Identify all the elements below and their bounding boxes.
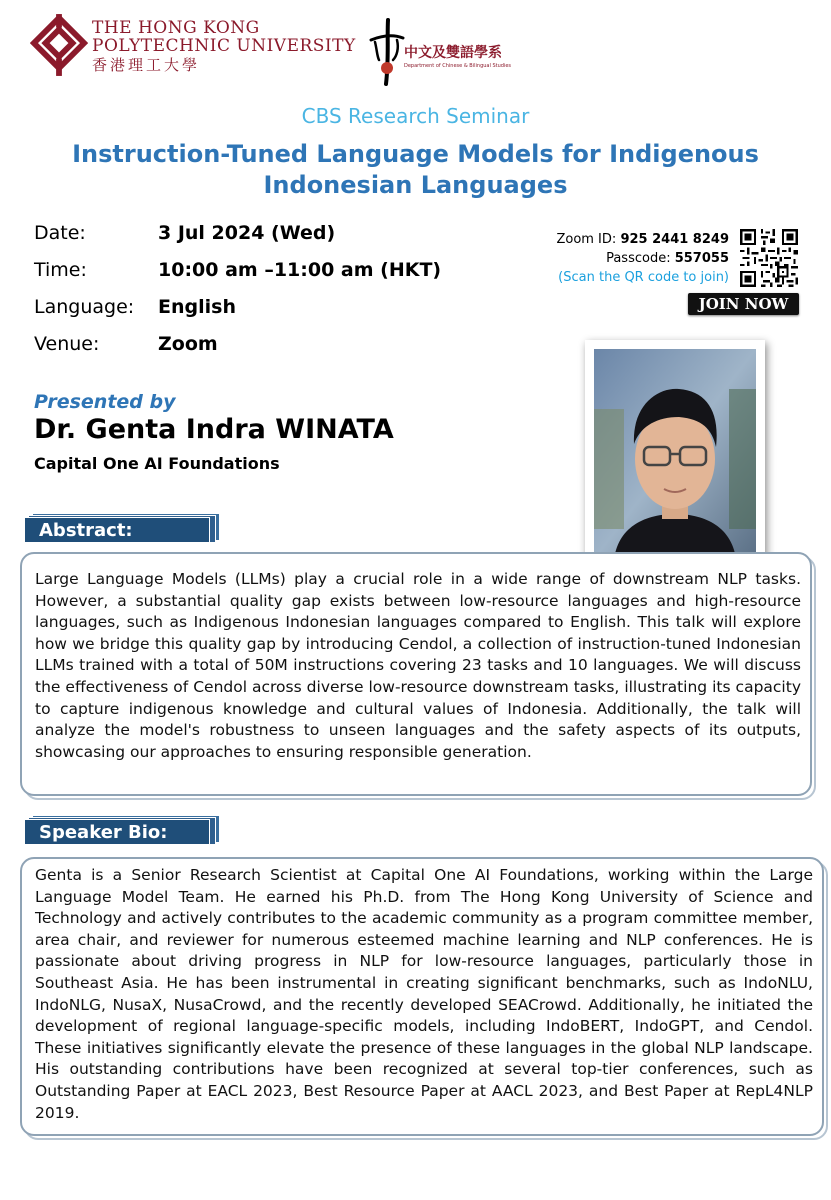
department-name-en: Department of Chinese & Bilingual Studies	[404, 63, 512, 69]
speaker-affiliation: Capital One AI Foundations	[34, 454, 280, 473]
university-name-line2: POLYTECHNIC UNIVERSITY	[92, 36, 356, 56]
university-name-zh: 香港理工大學	[92, 56, 201, 74]
speaker-photo-frame	[585, 340, 765, 568]
university-name-line1: THE HONG KONG	[92, 18, 260, 38]
abstract-heading: Abstract:	[24, 517, 210, 543]
join-now-button[interactable]: JOIN NOW	[688, 293, 799, 315]
university-name	[92, 20, 356, 73]
venue-label: Venue:	[34, 333, 100, 355]
department-name-zh: 中文及雙語學系	[404, 45, 502, 61]
speaker-photo-icon	[594, 349, 756, 559]
abstract-text: Large Language Models (LLMs) play a crucial role in a wide range of downstream NLP tasks. However, a substantial quality gap exists between low-resource languages and high-resource languages, such as Indigenous Indonesian languages compared to English. This talk will explore how we bridge this quality gap by introducing Cendol, a collection of instruction-tuned Indonesian LLMs trained with a total of 50M instructions covering 23 tasks and 10 languages. We will discuss the effectiveness of Cendol across diverse low-resource downstream tasks, illustrating its capacity to capture indigenous knowledge and cultural values of Indonesia. Additionally, the talk will analyze the model's robustness to unseen languages and the safety aspects of its outputs, showcasing our approaches to ensuring responsible generation.	[35, 570, 801, 761]
bio-text: Genta is a Senior Research Scientist at Capital One AI Foundations, working within the Large Language Model Team. He earned his Ph.D. from The Hong Kong University of Science and Technology and actively contributes to the academic community as a program committee member, area chair, and reviewer for numerous esteemed machine learning and NLP conferences. He is passionate about driving progress in NLP for low-resource languages, particularly those in Southeast Asia. He has been instrumental in creating significant benchmarks, such as IndoNLU, IndoNLG, NusaX, NusaCrowd, and the recently developed SEACrowd. Additionally, he initiated the development of regional language-specific models, including IndoBERT, IndoGPT, and Cendol. These initiatives significantly elevate the presence of these languages in the global NLP landscape. His outstanding contributions have been recognized at several top-tier conferences, such as Outstanding Paper at EACL 2023, Best Resource Paper at AACL 2023, and Best Paper at RepL4NLP 2019.	[35, 866, 813, 1122]
language-label: Language:	[34, 296, 135, 318]
language-value: English	[158, 296, 236, 318]
venue-value: Zoom	[158, 333, 218, 355]
seminar-series: CBS Research Seminar	[301, 104, 530, 128]
abstract-box	[20, 552, 812, 796]
bio-box	[20, 857, 824, 1136]
zoom-passcode-line: Passcode: 557055	[606, 251, 729, 266]
department-name	[404, 42, 511, 69]
polyu-logo-icon	[30, 14, 88, 76]
zoom-id[interactable]: 925 2441 8249	[620, 232, 729, 247]
bio-tab	[24, 819, 219, 849]
zoom-passcode: 557055	[674, 251, 729, 266]
presented-by-heading: Presented by	[34, 391, 176, 413]
date-label: Date:	[34, 222, 86, 244]
bio-heading: Speaker Bio:	[24, 819, 210, 845]
seminar-title: Instruction-Tuned Language Models for Indigenous Indonesian Languages	[72, 140, 759, 199]
abstract-tab	[24, 517, 219, 547]
qr-hint: (Scan the QR code to join)	[558, 270, 729, 285]
zoom-id-line: Zoom ID: 925 2441 8249	[556, 232, 729, 247]
date-value: 3 Jul 2024 (Wed)	[158, 222, 336, 244]
time-value: 10:00 am –11:00 am (HKT)	[158, 259, 442, 281]
speaker-name: Dr. Genta Indra WINATA	[34, 414, 394, 445]
qr-code-icon[interactable]	[740, 229, 798, 287]
time-label: Time:	[34, 259, 87, 281]
zoom-info	[556, 230, 729, 287]
cbs-calligraphy-logo-icon	[367, 18, 407, 86]
